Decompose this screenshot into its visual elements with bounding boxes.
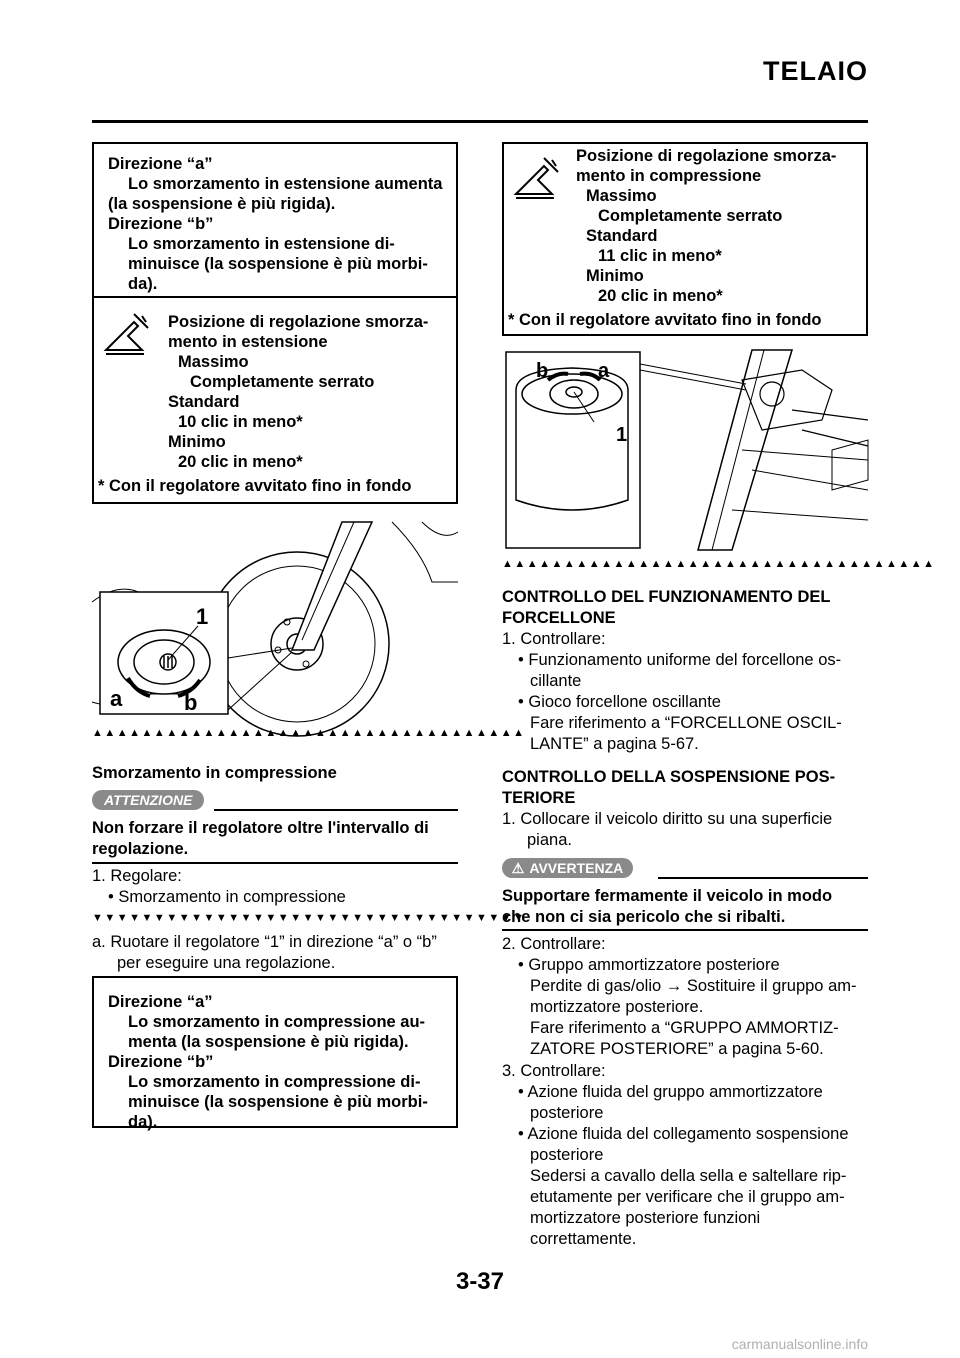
page-number: 3-37: [455, 1268, 505, 1295]
box-line: minuisce (la sospensione è più morbi-: [128, 255, 428, 273]
warning-label: AVVERTENZA: [529, 860, 624, 876]
fork-reference: LANTE” a pagina 5-67.: [530, 735, 699, 753]
caliper-icon: [508, 152, 562, 206]
rebound-adjuster-figure: [92, 522, 458, 716]
figure-label-a: a: [598, 360, 610, 382]
warning-text: Supportare fermamente il veicolo in modo: [502, 887, 833, 905]
susp-section-title: TERIORE: [502, 789, 576, 807]
spec-std-value: 10 clic in meno*: [178, 413, 303, 431]
susp-detail: Perdite di gas/olio → Sostituire il gruppo am-: [530, 977, 857, 995]
compression-adjuster-figure: [502, 350, 868, 550]
attention-text: Non forzare il regolatore oltre l'intervallo di: [92, 819, 429, 837]
spec-min-value: 20 clic in meno*: [598, 287, 723, 305]
box-line: da).: [128, 1113, 158, 1131]
spec-std-label: Standard: [168, 393, 240, 411]
warning-badge: [502, 858, 633, 878]
susp-detail: ZATORE POSTERIORE” a pagina 5-60.: [530, 1040, 824, 1058]
susp-detail: mortizzatore posteriore funzioni: [530, 1209, 761, 1227]
warning-icon: ⚠: [511, 860, 525, 876]
step-a: a. Ruotare il regolatore “1” in direzione “a” o “b”: [92, 933, 437, 951]
spec-title: mento in compressione: [576, 167, 762, 185]
box-line: Direzione “b”: [108, 1053, 214, 1071]
attention-rule-top: [214, 809, 458, 811]
section-start-marker: ▼▼▼▼▼▼▼▼▼▼▼▼▼▼▼▼▼▼▼▼▼▼▼▼▼▼▼▼▼▼▼▼▼▼▼: [92, 912, 526, 924]
spec-title: Posizione di regolazione smorza-: [168, 313, 429, 331]
attention-badge: ATTENZIONE: [92, 790, 204, 810]
rebound-direction-box: [92, 142, 458, 298]
figure-label-1: 1: [196, 604, 209, 629]
susp-step-2: 2. Controllare:: [502, 935, 606, 953]
warning-rule-bottom: [502, 929, 868, 931]
rebound-spec-box: [92, 296, 458, 504]
box-line: menta (la sospensione è più rigida).: [128, 1033, 409, 1051]
box-line: Lo smorzamento in estensione di-: [128, 235, 395, 253]
compression-direction-box: [92, 976, 458, 1131]
fork-section-title: FORCELLONE: [502, 609, 616, 627]
susp-detail: Sedersi a cavallo della sella e saltellare rip-: [530, 1167, 847, 1185]
fork-step: 1. Controllare:: [502, 630, 606, 648]
susp-step: 1. Collocare il veicolo diritto su una superficie: [502, 810, 833, 828]
attention-text: regolazione.: [92, 840, 189, 858]
watermark: carmanualsonline.info: [731, 1336, 868, 1352]
spec-min-label: Minimo: [586, 267, 644, 285]
fork-bullet: cillante: [530, 672, 582, 690]
section-end-marker: ▲▲▲▲▲▲▲▲▲▲▲▲▲▲▲▲▲▲▲▲▲▲▲▲▲▲▲▲▲▲▲▲▲▲▲: [92, 727, 526, 739]
susp-bullet: • Azione fluida del gruppo ammortizzatore: [518, 1083, 823, 1101]
box-line: minuisce (la sospensione è più morbi-: [128, 1093, 428, 1111]
figure-label-b: b: [536, 360, 549, 382]
fork-section-title: CONTROLLO DEL FUNZIONAMENTO DEL: [502, 588, 831, 606]
front-fork-illustration: [92, 522, 458, 716]
susp-detail: mortizzatore posteriore.: [530, 998, 704, 1016]
susp-step: piana.: [527, 831, 572, 849]
box-line: Lo smorzamento in compressione di-: [128, 1073, 421, 1091]
figure-label-a: a: [110, 686, 123, 711]
susp-detail: Fare riferimento a “GRUPPO AMMORTIZ-: [530, 1019, 839, 1037]
fork-bullet: • Gioco forcellone oscillante: [518, 693, 721, 711]
susp-bullet: • Azione fluida del collegamento sospensione: [518, 1125, 849, 1143]
spec-note: * Con il regolatore avvitato fino in fondo: [508, 311, 822, 329]
box-line: Lo smorzamento in estensione aumenta: [128, 175, 443, 193]
susp-bullet: posteriore: [530, 1146, 604, 1164]
attention-rule-bottom: [92, 862, 458, 864]
box-line: da).: [128, 275, 158, 293]
page-title: TELAIO: [763, 56, 868, 86]
spec-std-value: 11 clic in meno*: [598, 247, 722, 265]
step-1: 1. Regolare:: [92, 867, 182, 885]
step-a: per eseguire una regolazione.: [117, 954, 336, 972]
spec-max-label: Massimo: [178, 353, 249, 371]
susp-section-title: CONTROLLO DELLA SOSPENSIONE POS-: [502, 768, 836, 786]
warning-rule-top: [658, 877, 868, 879]
susp-detail: correttamente.: [530, 1230, 637, 1248]
figure-label-1: 1: [616, 424, 628, 446]
box-line: Direzione “a”: [108, 993, 213, 1011]
box-line: Lo smorzamento in compressione au-: [128, 1013, 426, 1031]
spec-max-value: Completamente serrato: [190, 373, 375, 391]
spec-std-label: Standard: [586, 227, 658, 245]
fork-bullet: • Funzionamento uniforme del forcellone os-: [518, 651, 842, 669]
spec-title: mento in estensione: [168, 333, 328, 351]
caliper-icon: [98, 308, 152, 362]
susp-step-3: 3. Controllare:: [502, 1062, 606, 1080]
susp-bullet: • Gruppo ammortizzatore posteriore: [518, 956, 780, 974]
spec-title: Posizione di regolazione smorza-: [576, 147, 837, 165]
spec-max-label: Massimo: [586, 187, 657, 205]
step-1-bullet: • Smorzamento in compressione: [108, 888, 346, 906]
compression-spec-box: [502, 142, 868, 336]
box-line: Direzione “a”: [108, 155, 213, 173]
section-end-marker: ▲▲▲▲▲▲▲▲▲▲▲▲▲▲▲▲▲▲▲▲▲▲▲▲▲▲▲▲▲▲▲▲▲▲▲: [502, 558, 936, 570]
fork-reference: Fare riferimento a “FORCELLONE OSCIL-: [530, 714, 842, 732]
spec-note: * Con il regolatore avvitato fino in fondo: [98, 477, 412, 495]
figure-label-b: b: [184, 690, 198, 715]
fork-top-illustration: [502, 350, 868, 550]
spec-min-label: Minimo: [168, 433, 226, 451]
susp-bullet: posteriore: [530, 1104, 604, 1122]
spec-max-value: Completamente serrato: [598, 207, 783, 225]
susp-detail: etutamente per verificare che il gruppo am-: [530, 1188, 845, 1206]
box-line: (la sospensione è più rigida).: [108, 195, 336, 213]
section-heading: Smorzamento in compressione: [92, 764, 337, 782]
box-line: Direzione “b”: [108, 215, 214, 233]
spec-min-value: 20 clic in meno*: [178, 453, 303, 471]
warning-text: che non ci sia pericolo che si ribalti.: [502, 908, 786, 926]
header-rule: [92, 120, 868, 123]
